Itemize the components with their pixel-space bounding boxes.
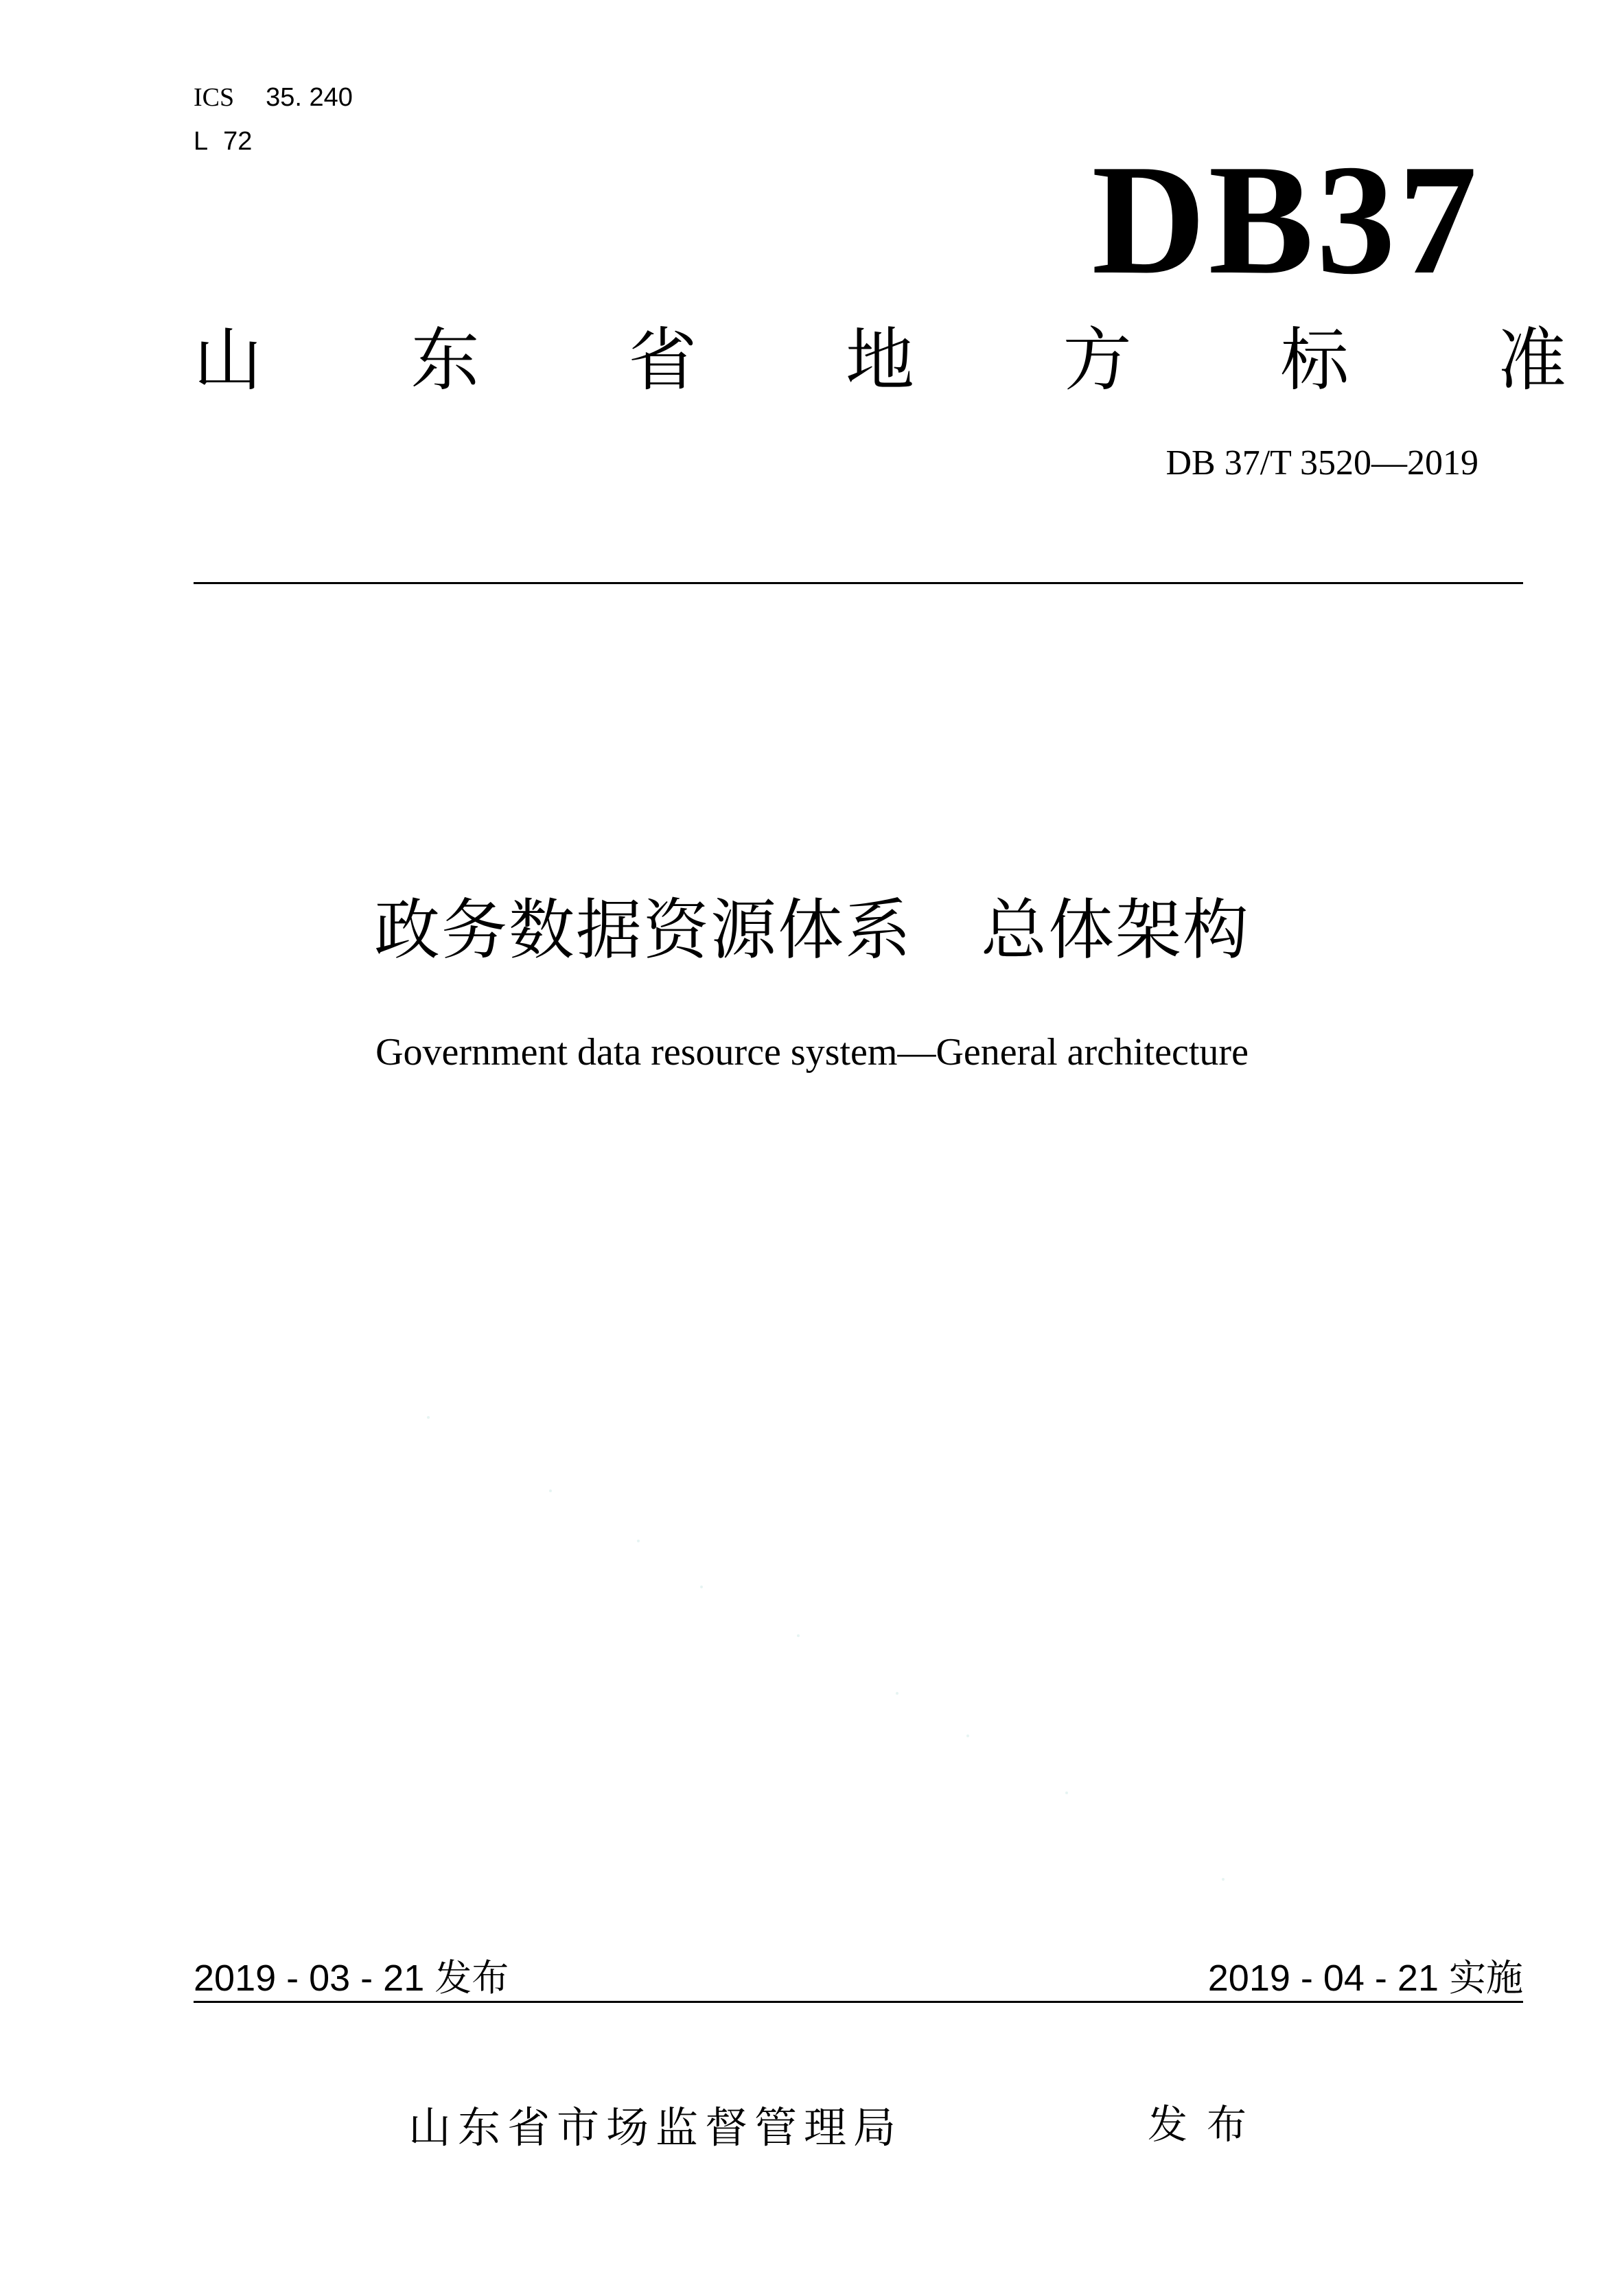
scan-speck <box>1065 1791 1068 1794</box>
ccs-classification <box>194 125 252 158</box>
standard-logo: DB37 <box>1091 132 1480 307</box>
title-chinese-part1: 政务数据资源体系 <box>374 892 912 969</box>
scan-speck <box>700 1586 703 1588</box>
standard-type-char: 准 <box>1497 320 1566 400</box>
header-divider <box>194 582 1523 584</box>
standard-type-char: 东 <box>410 320 480 400</box>
issuing-authority: 山东省市场监督管理局 <box>408 2102 903 2153</box>
issue-date: 2019 - 03 - 21 发布 <box>194 1958 509 1999</box>
title-chinese <box>0 885 1624 975</box>
standard-number: DB 37/T 3520—2019 <box>1165 443 1478 483</box>
scan-speck <box>549 1489 552 1492</box>
ccs-label: L <box>194 127 209 156</box>
scan-speck <box>1222 1878 1225 1881</box>
standard-type-char: 标 <box>1280 320 1349 400</box>
ics-label: ICS <box>194 83 235 112</box>
standard-type-char: 方 <box>1063 320 1132 400</box>
publish-label: 发布 <box>1148 2101 1266 2148</box>
implementation-date: 2019 - 04 - 21 实施 <box>1207 1958 1523 1999</box>
date-divider <box>194 2001 1523 2003</box>
title-english: Government data resource system—General architecture <box>375 1031 1249 1074</box>
scan-speck <box>896 1692 898 1695</box>
scan-speck <box>966 1735 969 1737</box>
ics-classification <box>194 81 353 114</box>
scan-speck <box>797 1634 800 1637</box>
scan-speck <box>637 1540 640 1542</box>
standard-type-heading <box>194 312 1566 408</box>
title-chinese-part2: 总体架构 <box>981 892 1250 969</box>
ics-code: 35. 240 <box>266 83 353 112</box>
scan-speck <box>427 1416 430 1419</box>
standard-type-char: 地 <box>845 320 914 400</box>
ccs-code: 72 <box>223 127 253 156</box>
standard-type-char: 省 <box>628 320 697 400</box>
standard-type-char: 山 <box>194 320 262 400</box>
